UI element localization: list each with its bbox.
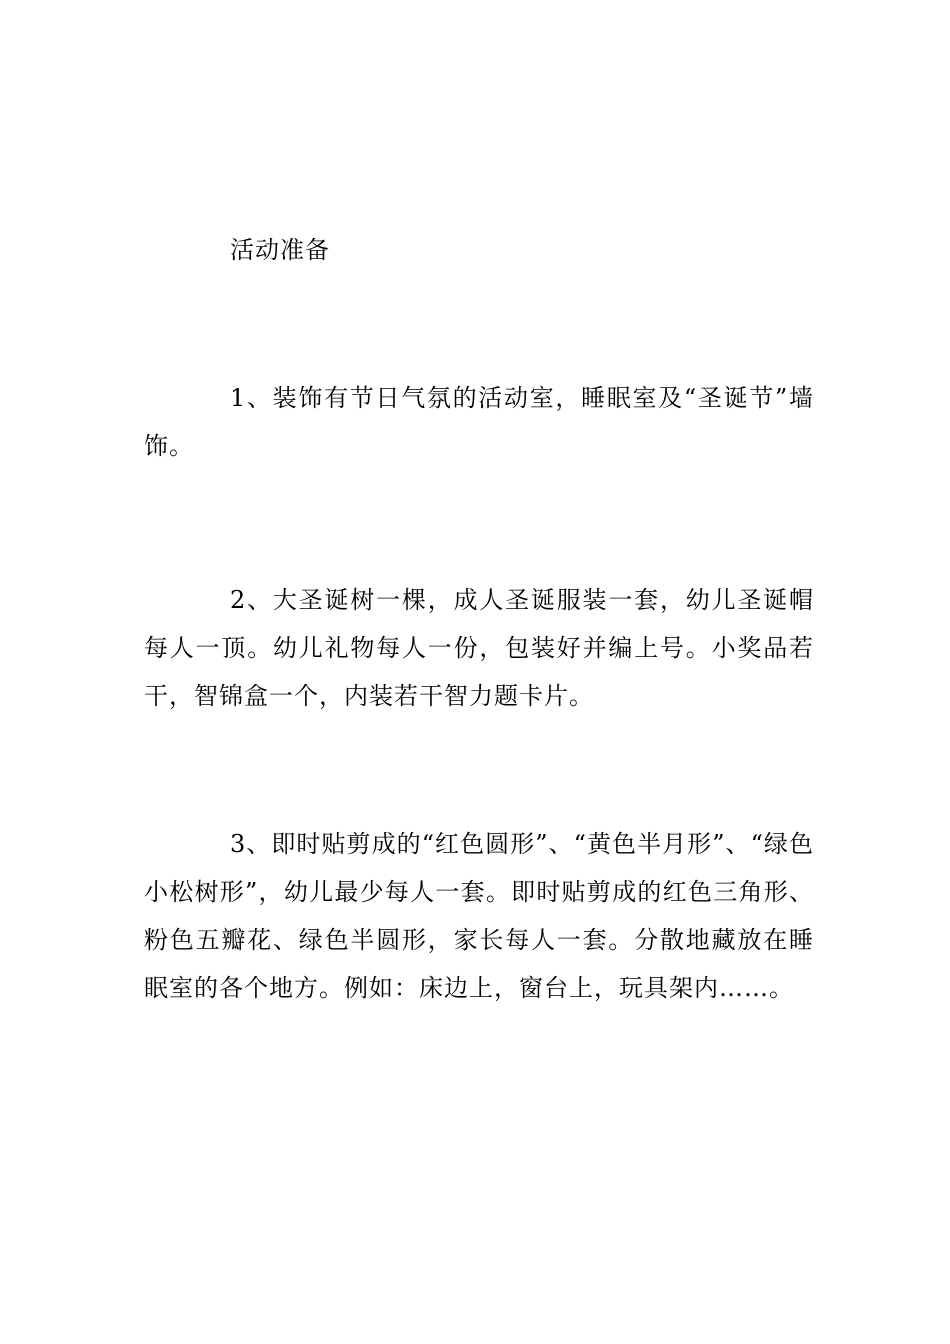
- section-heading: 活动准备: [230, 236, 330, 264]
- paragraph-1: 1、装饰有节日气氛的活动室，睡眠室及“圣诞节”墙饰。: [144, 384, 814, 460]
- paragraph-2: 2、大圣诞树一棵，成人圣诞服装一套，幼儿圣诞帽每人一顶。幼儿礼物每人一份，包装好并编上号。小奖品若干，智锦盒一个，内装若干智力题卡片。: [144, 586, 814, 710]
- paragraph-3: 3、即时贴剪成的“红色圆形”、“黄色半月形”、“绿色小松树形”，幼儿最少每人一套。即时贴剪成的红色三角形、粉色五瓣花、绿色半圆形，家长每人一套。分散地藏放在睡眠室的各个地方。例如：床边上，窗台上，玩具架内……。: [144, 830, 814, 1002]
